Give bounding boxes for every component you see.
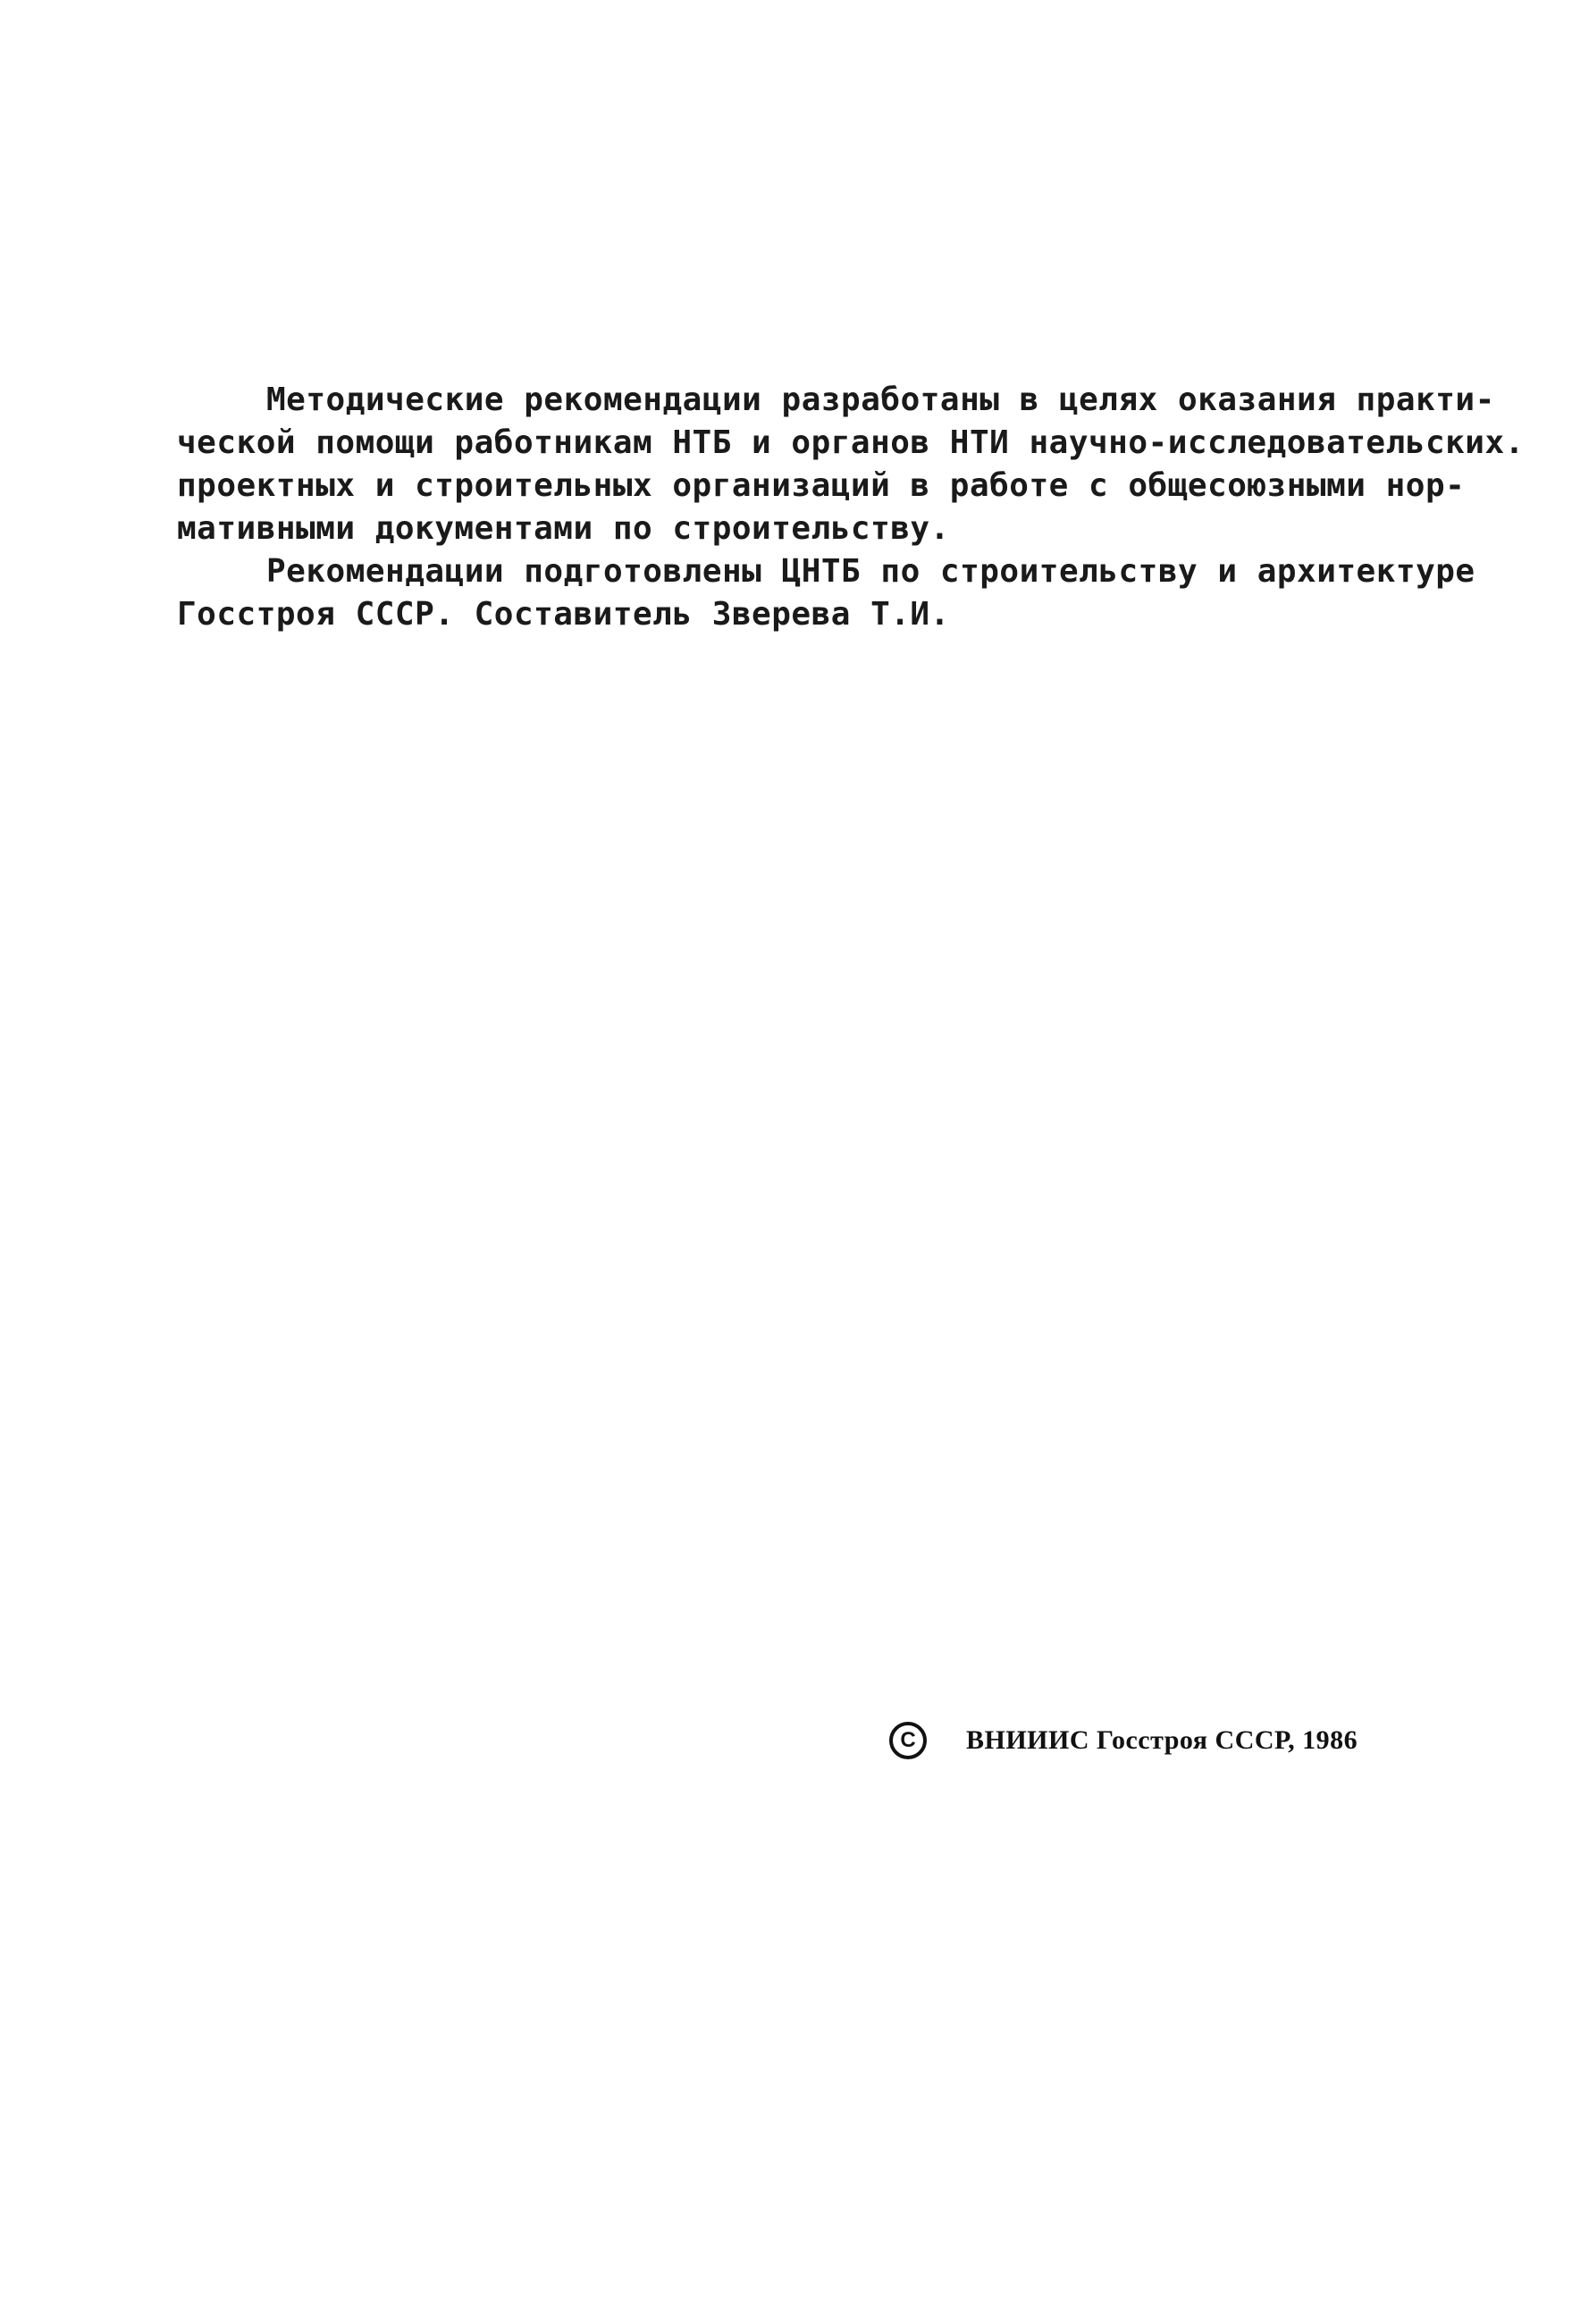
paragraph-1 xyxy=(177,379,1525,550)
paragraph-line: Госстроя СССР. Составитель Зверева Т.И. xyxy=(177,596,950,633)
copyright-text: ВНИИИС Госстроя СССР, 1986 xyxy=(966,1725,1358,1755)
copyright-notice xyxy=(889,1716,1390,1766)
paragraph-2 xyxy=(177,550,1475,636)
paragraph-line: Рекомендации подготовлены ЦНТБ по строительству и архитектуре xyxy=(266,553,1475,590)
paragraph-line: ческой помощи работникам НТБ и органов НТИ научно-исследовательских. xyxy=(177,424,1525,461)
paragraph-line: Методические рекомендации разработаны в целях оказания практи- xyxy=(266,382,1495,418)
paragraph-line: проектных и строительных организаций в работе с общесоюзными нор- xyxy=(177,467,1466,504)
copyright-icon: C xyxy=(889,1722,927,1759)
paragraph-line: мативными документами по строительству. xyxy=(177,510,950,547)
body-text xyxy=(177,379,1525,636)
